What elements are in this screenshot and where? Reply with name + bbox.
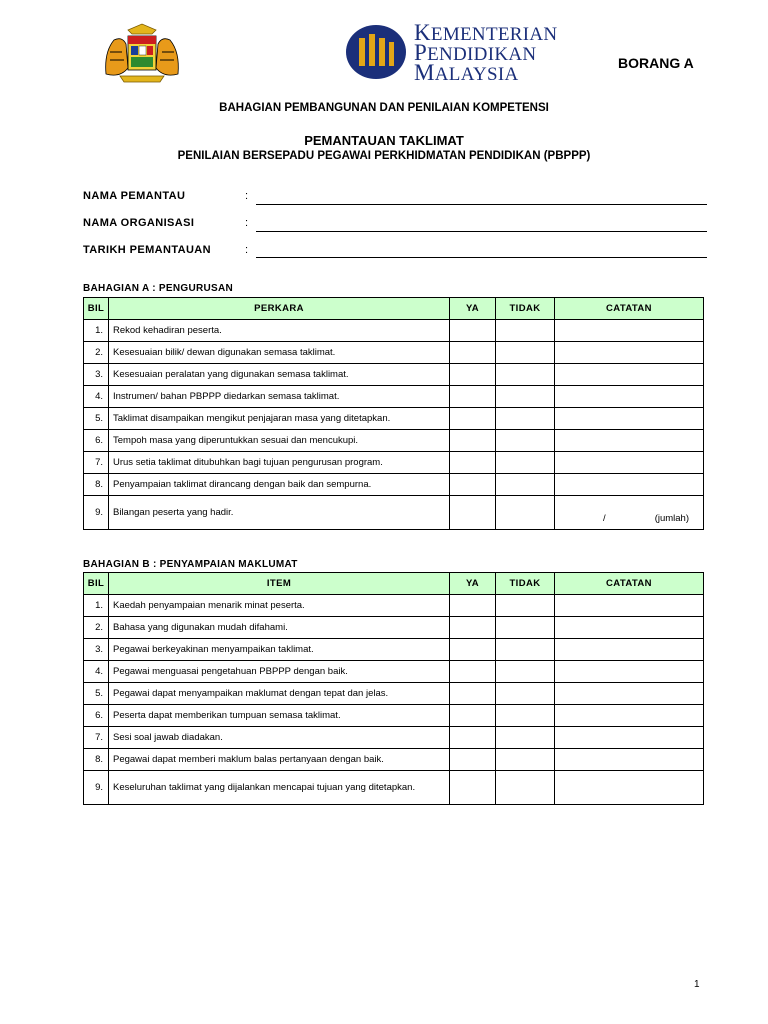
row-item: Pegawai menguasai pengetahuan PBPPP dengan baik. xyxy=(109,661,450,683)
row-item: Bahasa yang digunakan mudah difahami. xyxy=(109,617,450,639)
catatan-cell[interactable] xyxy=(555,661,704,683)
catatan-cell[interactable] xyxy=(555,320,704,342)
table-row xyxy=(84,749,704,771)
tarikh-pemantauan-input-line[interactable] xyxy=(256,257,707,258)
nama-pemantau-input-line[interactable] xyxy=(256,204,707,205)
table-row xyxy=(84,617,704,639)
page-number: 1 xyxy=(694,979,700,990)
table-row xyxy=(84,771,704,805)
col-header-tidak: TIDAK xyxy=(496,573,555,595)
catatan-cell[interactable] xyxy=(555,386,704,408)
col-header-ya: YA xyxy=(450,298,496,320)
nama-organisasi-input-line[interactable] xyxy=(256,231,707,232)
catatan-cell[interactable] xyxy=(555,595,704,617)
ya-cell[interactable] xyxy=(450,771,496,805)
row-bil: 5. xyxy=(84,408,109,430)
ya-cell[interactable] xyxy=(450,683,496,705)
row-item: Taklimat disampaikan mengikut penjajaran masa yang ditetapkan. xyxy=(109,408,450,430)
col-header-bil: BIL xyxy=(84,573,109,595)
table-row xyxy=(84,320,704,342)
ya-cell[interactable] xyxy=(450,474,496,496)
tidak-cell[interactable] xyxy=(496,617,555,639)
catatan-cell[interactable] xyxy=(555,474,704,496)
catatan-cell[interactable] xyxy=(555,639,704,661)
row-item: Bilangan peserta yang hadir. xyxy=(109,496,450,530)
table-row xyxy=(84,386,704,408)
col-header-perkara: PERKARA xyxy=(109,298,450,320)
catatan-cell[interactable] xyxy=(555,408,704,430)
tidak-cell[interactable] xyxy=(496,661,555,683)
tidak-cell[interactable] xyxy=(496,364,555,386)
row-bil: 6. xyxy=(84,705,109,727)
col-header-bil: BIL xyxy=(84,298,109,320)
col-header-item: ITEM xyxy=(109,573,450,595)
row-bil: 2. xyxy=(84,342,109,364)
page-subtitle: PENILAIAN BERSEPADU PEGAWAI PERKHIDMATAN PENDIDIKAN (PBPPP) xyxy=(177,150,591,162)
field-label-tarikh-pemantauan: TARIKH PEMANTAUAN xyxy=(83,244,211,256)
field-label-nama-pemantau: NAMA PEMANTAU xyxy=(83,190,186,202)
coat-of-arms-logo xyxy=(98,22,186,86)
section-a-table xyxy=(83,297,704,530)
tidak-cell[interactable] xyxy=(496,771,555,805)
tidak-cell[interactable] xyxy=(496,749,555,771)
row-item: Pegawai dapat menyampaikan maklumat dengan tepat dan jelas. xyxy=(109,683,450,705)
ya-cell[interactable] xyxy=(450,496,496,530)
jumlah-label: (jumlah) xyxy=(654,513,689,524)
tidak-cell[interactable] xyxy=(496,595,555,617)
row-bil: 3. xyxy=(84,364,109,386)
table-row xyxy=(84,683,704,705)
ya-cell[interactable] xyxy=(450,386,496,408)
field-colon: : xyxy=(245,190,249,202)
catatan-cell[interactable] xyxy=(555,705,704,727)
row-item: Pegawai dapat memberi maklum balas pertanyaan dengan baik. xyxy=(109,749,450,771)
row-bil: 7. xyxy=(84,452,109,474)
tidak-cell[interactable] xyxy=(496,705,555,727)
row-bil: 2. xyxy=(84,617,109,639)
department-title: BAHAGIAN PEMBANGUNAN DAN PENILAIAN KOMPETENSI xyxy=(219,102,549,114)
table-row xyxy=(84,474,704,496)
catatan-cell[interactable] xyxy=(555,683,704,705)
ya-cell[interactable] xyxy=(450,595,496,617)
row-bil: 1. xyxy=(84,595,109,617)
catatan-cell[interactable] xyxy=(555,342,704,364)
table-header-row xyxy=(84,573,704,595)
field-colon: : xyxy=(245,244,249,256)
row-item: Kesesuaian bilik/ dewan digunakan semasa taklimat. xyxy=(109,342,450,364)
page-title: PEMANTAUAN TAKLIMAT xyxy=(304,133,464,148)
row-bil: 8. xyxy=(84,474,109,496)
table-row xyxy=(84,595,704,617)
row-item: Rekod kehadiran peserta. xyxy=(109,320,450,342)
ya-cell[interactable] xyxy=(450,452,496,474)
ministry-wordmark: KEMENTERIAN PENDIDIKAN MALAYSIA xyxy=(414,20,558,85)
col-header-catatan: CATATAN xyxy=(555,573,704,595)
row-item: Penyampaian taklimat dirancang dengan baik dan sempurna. xyxy=(109,474,450,496)
tidak-cell[interactable] xyxy=(496,474,555,496)
table-row xyxy=(84,452,704,474)
col-header-catatan: CATATAN xyxy=(555,298,704,320)
tidak-cell[interactable] xyxy=(496,320,555,342)
table-row xyxy=(84,496,704,530)
kpm-logo-icon xyxy=(345,24,407,80)
row-bil: 4. xyxy=(84,661,109,683)
row-bil: 5. xyxy=(84,683,109,705)
ya-cell[interactable] xyxy=(450,408,496,430)
tidak-cell[interactable] xyxy=(496,342,555,364)
row-item: Peserta dapat memberikan tumpuan semasa taklimat. xyxy=(109,705,450,727)
field-colon: : xyxy=(245,217,249,229)
ya-cell[interactable] xyxy=(450,617,496,639)
row-item: Kesesuaian peralatan yang digunakan semasa taklimat. xyxy=(109,364,450,386)
table-row xyxy=(84,430,704,452)
row-bil: 6. xyxy=(84,430,109,452)
catatan-cell[interactable] xyxy=(555,430,704,452)
row-item: Pegawai berkeyakinan menyampaikan taklimat. xyxy=(109,639,450,661)
table-row xyxy=(84,408,704,430)
tidak-cell[interactable] xyxy=(496,496,555,530)
catatan-cell[interactable] xyxy=(555,364,704,386)
tidak-cell[interactable] xyxy=(496,386,555,408)
section-b-table xyxy=(83,572,704,805)
catatan-cell[interactable] xyxy=(555,496,704,530)
table-row xyxy=(84,342,704,364)
table-row xyxy=(84,639,704,661)
row-bil: 9. xyxy=(84,771,109,805)
ya-cell[interactable] xyxy=(450,705,496,727)
col-header-tidak: TIDAK xyxy=(496,298,555,320)
row-bil: 9. xyxy=(84,496,109,530)
ya-cell[interactable] xyxy=(450,661,496,683)
section-b-title: BAHAGIAN B : PENYAMPAIAN MAKLUMAT xyxy=(83,559,298,570)
row-item: Tempoh masa yang diperuntukkan sesuai dan mencukupi. xyxy=(109,430,450,452)
tidak-cell[interactable] xyxy=(496,639,555,661)
tidak-cell[interactable] xyxy=(496,452,555,474)
ya-cell[interactable] xyxy=(450,727,496,749)
section-a-title: BAHAGIAN A : PENGURUSAN xyxy=(83,283,234,294)
catatan-cell[interactable] xyxy=(555,617,704,639)
catatan-cell[interactable] xyxy=(555,771,704,805)
row-bil: 3. xyxy=(84,639,109,661)
ya-cell[interactable] xyxy=(450,364,496,386)
table-header-row xyxy=(84,298,704,320)
catatan-cell[interactable] xyxy=(555,452,704,474)
table-row xyxy=(84,661,704,683)
row-bil: 4. xyxy=(84,386,109,408)
ya-cell[interactable] xyxy=(450,639,496,661)
tidak-cell[interactable] xyxy=(496,408,555,430)
row-item: Keseluruhan taklimat yang dijalankan mencapai tujuan yang ditetapkan. xyxy=(109,771,450,805)
row-bil: 7. xyxy=(84,727,109,749)
ya-cell[interactable] xyxy=(450,749,496,771)
table-row xyxy=(84,727,704,749)
row-item: Sesi soal jawab diadakan. xyxy=(109,727,450,749)
catatan-cell[interactable] xyxy=(555,727,704,749)
table-row xyxy=(84,705,704,727)
row-bil: 8. xyxy=(84,749,109,771)
field-label-nama-organisasi: NAMA ORGANISASI xyxy=(83,217,195,229)
tidak-cell[interactable] xyxy=(496,683,555,705)
row-item: Urus setia taklimat ditubuhkan bagi tujuan pengurusan program. xyxy=(109,452,450,474)
table-row xyxy=(84,364,704,386)
count-separator: / xyxy=(603,513,606,524)
ya-cell[interactable] xyxy=(450,430,496,452)
ya-cell[interactable] xyxy=(450,320,496,342)
row-bil: 1. xyxy=(84,320,109,342)
tidak-cell[interactable] xyxy=(496,727,555,749)
catatan-cell[interactable] xyxy=(555,749,704,771)
ya-cell[interactable] xyxy=(450,342,496,364)
form-code: BORANG A xyxy=(618,55,694,71)
tidak-cell[interactable] xyxy=(496,430,555,452)
row-item: Instrumen/ bahan PBPPP diedarkan semasa taklimat. xyxy=(109,386,450,408)
col-header-ya: YA xyxy=(450,573,496,595)
row-item: Kaedah penyampaian menarik minat peserta. xyxy=(109,595,450,617)
